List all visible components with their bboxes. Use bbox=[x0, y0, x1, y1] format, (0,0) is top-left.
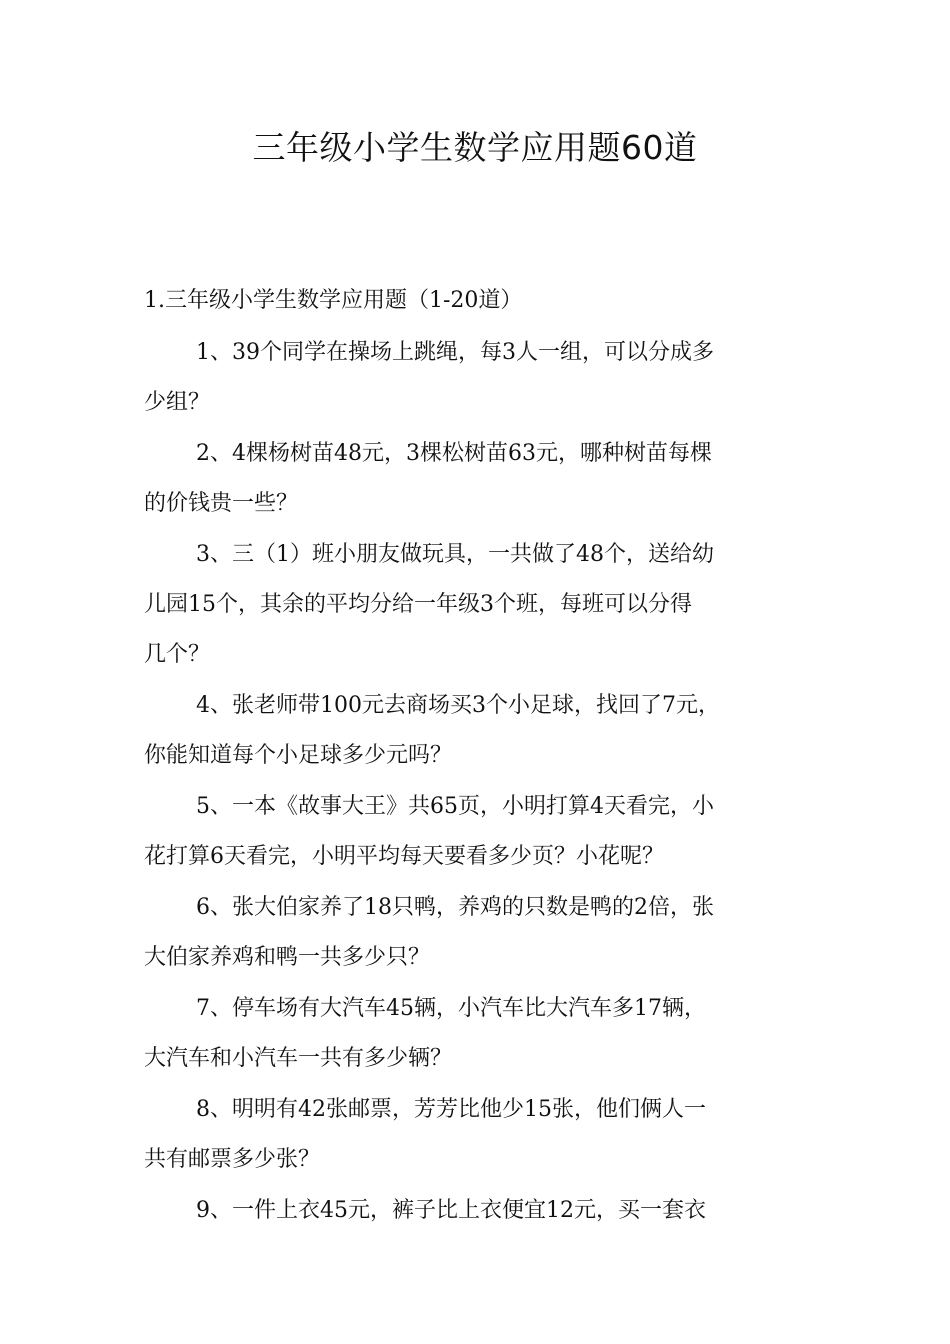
problem-line: 1、39个同学在操场上跳绳，每3人一组，可以分成多 bbox=[196, 340, 714, 365]
problem-line: 少组？ bbox=[144, 390, 211, 415]
problem-line: 大汽车和小汽车一共有多少辆？ bbox=[144, 1046, 453, 1071]
problem-line: 大伯家养鸡和鸭一共多少只？ bbox=[144, 945, 431, 970]
problem-list bbox=[144, 328, 814, 1237]
problem-item bbox=[144, 782, 814, 882]
problem-line: 5、一本《故事大王》共65页，小明打算4天看完，小 bbox=[196, 794, 714, 819]
problem-line: 9、一件上衣45元，裤子比上衣便宜12元，买一套衣 bbox=[196, 1198, 706, 1223]
section-heading: 1.三年级小学生数学应用题（1-20道） bbox=[144, 288, 523, 313]
problem-line: 2、4棵杨树苗48元，3棵松树苗63元，哪种树苗每棵 bbox=[196, 441, 712, 466]
problem-line: 3、三（1）班小朋友做玩具，一共做了48个，送给幼 bbox=[196, 542, 714, 567]
problem-line: 儿园15个，其余的平均分给一年级3个班，每班可以分得 bbox=[144, 592, 692, 617]
problem-line: 的价钱贵一些？ bbox=[144, 491, 299, 516]
problem-line: 几个？ bbox=[144, 642, 211, 667]
document-title: 三年级小学生数学应用题60道 bbox=[252, 128, 698, 167]
problem-item bbox=[144, 681, 814, 781]
problem-item bbox=[144, 883, 814, 983]
problem-line: 花打算6天看完，小明平均每天要看多少页？小花呢？ bbox=[144, 844, 664, 869]
problem-line: 你能知道每个小足球多少元吗？ bbox=[144, 743, 453, 768]
problem-item bbox=[144, 530, 814, 680]
problem-line: 4、张老师带100元去商场买3个小足球，找回了7元， bbox=[196, 693, 720, 718]
problem-item bbox=[144, 984, 814, 1084]
problem-item bbox=[144, 429, 814, 529]
problem-line: 6、张大伯家养了18只鸭，养鸡的只数是鸭的2倍，张 bbox=[196, 895, 714, 920]
problem-item bbox=[144, 1186, 814, 1236]
problem-item bbox=[144, 1085, 814, 1185]
problem-item bbox=[144, 328, 814, 428]
problem-line: 7、停车场有大汽车45辆，小汽车比大汽车多17辆， bbox=[196, 996, 706, 1021]
problem-line: 8、明明有42张邮票，芳芳比他少15张，他们俩人一 bbox=[196, 1097, 706, 1122]
problem-line: 共有邮票多少张？ bbox=[144, 1147, 321, 1172]
